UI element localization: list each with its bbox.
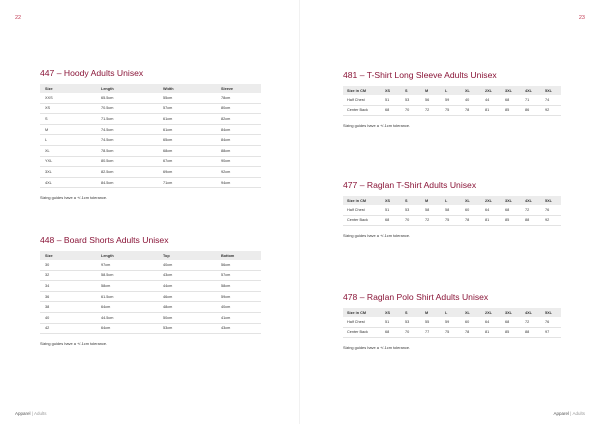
table-cell: 64 (481, 317, 501, 327)
table-cell: 78cm (216, 93, 261, 103)
table-row (40, 167, 261, 178)
hoody-section (40, 68, 261, 200)
table-cell: 78 (461, 327, 481, 338)
column-header: XS (381, 308, 401, 317)
tshirt-long-tolerance-note: Sizing guides have a +/-1cm tolerance. (343, 123, 411, 128)
table-cell: 72 (421, 105, 441, 116)
table-cell: 88cm (216, 145, 261, 156)
raglan-polo-size-table (343, 308, 561, 338)
footer-section: Adults (33, 411, 47, 416)
table-row (40, 93, 261, 103)
tshirt-long-section (343, 70, 561, 128)
column-header: XL (461, 196, 481, 205)
table-cell: 51 (381, 205, 401, 215)
table-row (343, 317, 561, 327)
table-row (40, 270, 261, 281)
table-cell: 64cm (96, 302, 158, 313)
table-cell: 92cm (216, 167, 261, 178)
column-header: 3XL (501, 308, 521, 317)
table-row (343, 215, 561, 226)
table-cell: 61cm (158, 124, 216, 135)
table-cell: 68 (501, 317, 521, 327)
table-cell: 86 (521, 105, 541, 116)
table-cell: 88 (521, 327, 541, 338)
table-row (343, 105, 561, 116)
table-cell: 68cm (158, 145, 216, 156)
column-header: XS (381, 196, 401, 205)
table-cell: XL (40, 145, 96, 156)
table-cell: 88 (521, 215, 541, 226)
table-cell: 92 (541, 215, 561, 226)
table-cell: 74.5cm (96, 135, 158, 146)
column-header: XL (461, 86, 481, 95)
table-cell: 82.5cm (96, 167, 158, 178)
table-cell: 90cm (216, 156, 261, 167)
raglan-tshirt-size-table (343, 196, 561, 226)
tshirt-long-title: 481 – T-Shirt Long Sleeve Adults Unisex (343, 70, 497, 80)
table-row (343, 95, 561, 105)
right-page (300, 0, 600, 424)
table-cell: 55cm (158, 93, 216, 103)
table-cell: 30 (40, 260, 96, 270)
table-cell: 58.5cm (96, 270, 158, 281)
column-header: 4XL (521, 308, 541, 317)
table-cell: 40cm (158, 260, 216, 270)
table-cell: 94cm (216, 177, 261, 188)
table-row (40, 103, 261, 114)
table-cell: 74 (541, 95, 561, 105)
table-header-row (343, 86, 561, 95)
table-cell: 60 (461, 317, 481, 327)
column-header: 5XL (541, 308, 561, 317)
table-header-row (343, 196, 561, 205)
table-row (343, 205, 561, 215)
table-cell: 59 (441, 95, 461, 105)
table-cell: 51 (381, 95, 401, 105)
column-header: 5XL (541, 196, 561, 205)
table-cell: 43cm (216, 323, 261, 334)
footer-right (554, 411, 585, 416)
column-header: 3XL (501, 196, 521, 205)
shorts-title: 448 – Board Shorts Adults Unisex (40, 235, 169, 245)
column-header: M (421, 86, 441, 95)
shorts-tolerance-note: Sizing guides have a +/-1cm tolerance. (40, 341, 108, 347)
table-cell: Half Chest (343, 95, 381, 105)
table-cell: 61.5cm (96, 291, 158, 302)
table-cell: Center Back (343, 327, 381, 338)
table-cell: 53 (401, 95, 421, 105)
table-cell: 68 (381, 327, 401, 338)
table-cell: 68 (381, 105, 401, 116)
table-cell: 44 (481, 95, 501, 105)
table-cell: 48cm (158, 302, 216, 313)
column-header: XL (461, 308, 481, 317)
raglan-tshirt-title: 477 – Raglan T-Shirt Adults Unisex (343, 180, 477, 190)
table-cell: 64cm (96, 323, 158, 334)
column-header: Size (40, 251, 96, 260)
table-cell: YXL (40, 156, 96, 167)
page-number-right: 23 (578, 15, 585, 21)
table-row (40, 260, 261, 270)
table-cell: 81 (481, 105, 501, 116)
column-header: 3XL (501, 86, 521, 95)
table-cell: 74.5cm (96, 124, 158, 135)
table-cell: 75 (441, 327, 461, 338)
column-header: 4XL (521, 196, 541, 205)
column-header: Length (96, 84, 158, 93)
table-cell: 71 (521, 95, 541, 105)
table-row (40, 177, 261, 188)
table-row (40, 156, 261, 167)
table-cell: 4XL (40, 177, 96, 188)
table-cell: 58 (441, 205, 461, 215)
table-cell: 81 (481, 215, 501, 226)
column-header: Top (158, 251, 216, 260)
table-row (40, 323, 261, 334)
table-cell: 71cm (158, 177, 216, 188)
table-cell: 84cm (216, 135, 261, 146)
table-cell: 69cm (158, 167, 216, 178)
footer-section: Adults (572, 411, 585, 416)
table-cell: 76 (541, 205, 561, 215)
raglan-tshirt-section (343, 180, 561, 238)
table-cell: 85 (501, 327, 521, 338)
table-cell: 80cm (216, 103, 261, 114)
hoody-tolerance-note: Sizing guides have a +/-1cm tolerance. (40, 195, 108, 201)
table-cell: 60 (461, 205, 481, 215)
table-cell: 80.5cm (96, 156, 158, 167)
footer-separator: | (31, 411, 33, 416)
column-header: M (421, 308, 441, 317)
table-cell: 68 (501, 95, 521, 105)
shorts-section (40, 235, 261, 346)
raglan-polo-title: 478 – Raglan Polo Shirt Adults Unisex (343, 292, 489, 302)
table-cell: 77 (421, 327, 441, 338)
table-cell: 84cm (216, 124, 261, 135)
shorts-size-table (40, 251, 261, 334)
table-cell: 57cm (216, 270, 261, 281)
column-header: Width (158, 84, 216, 93)
footer-brand: Apparel (553, 411, 570, 416)
table-cell: XXS (40, 93, 96, 103)
table-cell: 70 (401, 105, 421, 116)
table-header-row (40, 251, 261, 260)
table-cell: 59 (441, 317, 461, 327)
table-cell: L (40, 135, 96, 146)
table-cell: 58cm (216, 281, 261, 292)
table-row (343, 327, 561, 338)
table-cell: 38 (40, 302, 96, 313)
column-header: S (401, 308, 421, 317)
table-cell: 56 (421, 95, 441, 105)
table-cell: 84.5cm (96, 177, 158, 188)
table-cell: 53 (401, 317, 421, 327)
raglan-polo-section (343, 292, 561, 350)
column-header: Size in CM (343, 308, 381, 317)
table-cell: 72 (421, 215, 441, 226)
column-header: M (421, 196, 441, 205)
table-cell: 81 (481, 327, 501, 338)
table-row (40, 302, 261, 313)
column-header: L (441, 86, 461, 95)
table-cell: 43cm (158, 270, 216, 281)
footer-brand: Apparel (15, 411, 31, 416)
column-header: L (441, 308, 461, 317)
table-cell: 92 (541, 105, 561, 116)
hoody-size-table (40, 84, 261, 188)
table-cell: 3XL (40, 167, 96, 178)
table-cell: 72 (521, 317, 541, 327)
table-cell: 65cm (158, 135, 216, 146)
table-cell: 40 (461, 95, 481, 105)
column-header: 2XL (481, 308, 501, 317)
table-cell: 68 (501, 205, 521, 215)
table-cell: 97cm (96, 260, 158, 270)
table-cell: 97 (541, 327, 561, 338)
table-row (40, 135, 261, 146)
column-header: S (401, 196, 421, 205)
table-cell: 53 (401, 205, 421, 215)
table-cell: 53cm (158, 323, 216, 334)
table-cell: 55 (421, 317, 441, 327)
table-cell: 42 (40, 323, 96, 334)
table-row (40, 312, 261, 323)
column-header: 4XL (521, 86, 541, 95)
table-cell: 58cm (96, 281, 158, 292)
table-cell: 59cm (216, 291, 261, 302)
table-cell: 75 (441, 215, 461, 226)
hoody-title: 447 – Hoody Adults Unisex (40, 68, 144, 78)
table-cell: 40 (40, 312, 96, 323)
table-cell: 85 (501, 215, 521, 226)
table-header-row (343, 308, 561, 317)
table-cell: 72 (521, 205, 541, 215)
table-cell: 36 (40, 291, 96, 302)
table-cell: 70 (401, 215, 421, 226)
tshirt-long-size-table (343, 86, 561, 116)
table-cell: 68 (381, 215, 401, 226)
table-cell: M (40, 124, 96, 135)
table-cell: 70 (401, 327, 421, 338)
table-cell: 76 (541, 317, 561, 327)
table-cell: XS (40, 103, 96, 114)
table-cell: 71.5cm (96, 114, 158, 125)
table-cell: 44cm (158, 281, 216, 292)
table-cell: Half Chest (343, 205, 381, 215)
page-number-left: 22 (15, 15, 22, 21)
table-cell: 67cm (158, 156, 216, 167)
table-row (40, 114, 261, 125)
table-cell: 51 (381, 317, 401, 327)
footer-separator: | (570, 411, 572, 416)
table-header-row (40, 84, 261, 93)
column-header: L (441, 196, 461, 205)
table-cell: Center Back (343, 215, 381, 226)
table-cell: 64 (481, 205, 501, 215)
column-header: 2XL (481, 196, 501, 205)
raglan-tshirt-tolerance-note: Sizing guides have a +/-1cm tolerance. (343, 233, 411, 238)
column-header: 5XL (541, 86, 561, 95)
table-cell: 85 (501, 105, 521, 116)
table-cell: 75 (441, 105, 461, 116)
table-cell: 78 (461, 105, 481, 116)
table-cell: 46cm (158, 291, 216, 302)
table-cell: 70.5cm (96, 103, 158, 114)
table-cell: S (40, 114, 96, 125)
table-cell: 57cm (158, 103, 216, 114)
table-cell: 56cm (216, 260, 261, 270)
table-cell: 32 (40, 270, 96, 281)
table-row (40, 291, 261, 302)
table-cell: 58 (421, 205, 441, 215)
column-header: Size in CM (343, 86, 381, 95)
column-header: Size in CM (343, 196, 381, 205)
table-cell: Half Chest (343, 317, 381, 327)
table-cell: 34 (40, 281, 96, 292)
table-row (40, 281, 261, 292)
column-header: Size (40, 84, 96, 93)
table-cell: 78.5cm (96, 145, 158, 156)
column-header: S (401, 86, 421, 95)
table-cell: 41cm (216, 312, 261, 323)
footer-left (15, 411, 46, 416)
column-header: Sleeve (216, 84, 261, 93)
table-cell: 82cm (216, 114, 261, 125)
table-cell: 40cm (216, 302, 261, 313)
table-row (40, 145, 261, 156)
table-cell: 44.5cm (96, 312, 158, 323)
table-cell: 50cm (158, 312, 216, 323)
column-header: Bottom (216, 251, 261, 260)
column-header: 2XL (481, 86, 501, 95)
table-row (40, 124, 261, 135)
column-header: Length (96, 251, 158, 260)
table-cell: 65.5cm (96, 93, 158, 103)
table-cell: 78 (461, 215, 481, 226)
table-cell: 61cm (158, 114, 216, 125)
raglan-polo-tolerance-note: Sizing guides have a +/-1cm tolerance. (343, 345, 411, 350)
table-cell: Center Back (343, 105, 381, 116)
column-header: XS (381, 86, 401, 95)
